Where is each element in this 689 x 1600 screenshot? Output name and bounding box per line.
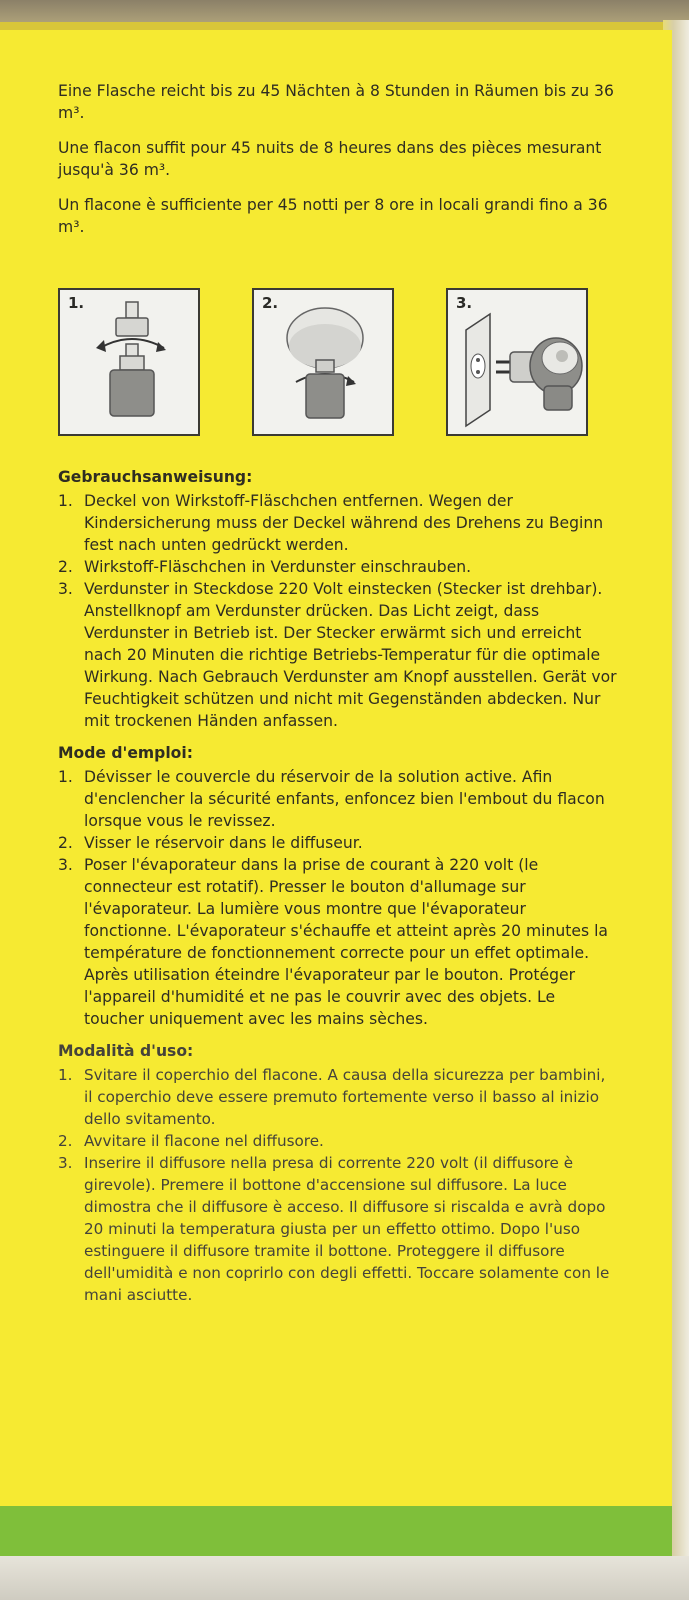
section-de [58,466,618,732]
step-1-number: 1. [68,294,85,312]
step-3-panel [446,288,588,436]
list-item: 1. Dévisser le couvercle du réservoir de la solution active. Afin d'enclencher la sécurité enfants, enfoncez bien l'embout du flacon lorsque vous le revissez. [58,768,605,830]
list-item: 2. Avvitare il flacone nel diffusore. [58,1132,324,1150]
intro-fr: Une flacon suffit pour 45 nuits de 8 heures dans des pièces mesurant jusqu'à 36 m³. [58,139,602,179]
screw-in-bottle-icon [254,290,396,438]
list-item: 3. Poser l'évaporateur dans la prise de courant à 220 volt (le connecteur est rotatif). Presser le bouton d'allumage sur l'évaporateur. La lumière vous montre que l'évaporateur fonctionne. L'évaporateur s'échauffe et atteint après 20 minutes la température de fonctionnement correcte pour un effet optimale. Après utilisation éteindre l'évaporateur par le bouton. Protéger l'appareil d'humidité et ne pas le couvrir avec des objets. Le toucher uniquement avec les mains sèches. [58,856,608,1028]
step-3-number: 3. [456,294,473,312]
unscrew-cap-icon [60,290,202,438]
step-2-panel [252,288,394,436]
list-item: 2. Visser le réservoir dans le diffuseur. [58,834,363,852]
plug-in-socket-icon [448,290,590,438]
list-item: 1. Deckel von Wirkstoff-Fläschchen entfernen. Wegen der Kindersicherung muss der Deckel während des Drehens zu Beginn fest nach unten gedrückt werden. [58,492,604,554]
intro-text [58,80,618,251]
intro-de: Eine Flasche reicht bis zu 45 Nächten à 8 Stunden in Räumen bis zu 36 m³. [58,82,614,122]
heading-it: Modalità d'uso: [58,1042,194,1060]
list-item: 3. Verdunster in Steckdose 220 Volt einstecken (Stecker ist drehbar). Anstellknopf am Verdunster drücken. Das Licht zeigt, dass Verdunster in Betrieb ist. Der Stecker erwärmt sich und erreicht nach 20 Minuten die richtige Betriebs-Temperatur für die optimale Wirkung. Nach Gebrauch Verdunster am Knopf ausstellen. Gerät vor Feuchtigkeit schützen und nicht mit Gegenständen abdecken. Nur mit trockenen Händen anfassen. [58,580,617,730]
list-item: 1. Svitare il coperchio del flacone. A causa della sicurezza per bambini, il coperchio deve essere premuto fortemente verso il basso al inizio dello svitamento. [58,1066,606,1128]
heading-de: Gebrauchsanweisung: [58,468,253,486]
step-illustrations [58,288,618,438]
list-item: 3. Inserire il diffusore nella presa di corrente 220 volt (il diffusore è girevole). Premere il bottone d'accensione sul diffusore. La luce dimostra che il diffusore è acceso. Il diffusore si riscalda e avrà dopo 20 minuti la temperatura giusta per un effetto ottimo. Dopo l'uso estinguere il diffusore tramite il bottone. Proteggere il diffusore dell'umidità e non coprirlo con degli effetti. Toccare solamente con le mani asciutte. [58,1154,610,1304]
list-item: 2. Wirkstoff-Fläschchen in Verdunster einschrauben. [58,558,472,576]
green-stripe [0,1506,672,1556]
box-bottom-edge [0,1556,689,1600]
step-2-number: 2. [262,294,279,312]
step-1-panel [58,288,200,436]
section-it [58,1040,618,1306]
intro-it: Un flacone è sufficiente per 45 notti per 8 ore in locali grandi fino a 36 m³. [58,196,608,236]
instructions [58,466,618,1316]
heading-fr: Mode d'emploi: [58,744,193,762]
section-fr [58,742,618,1030]
